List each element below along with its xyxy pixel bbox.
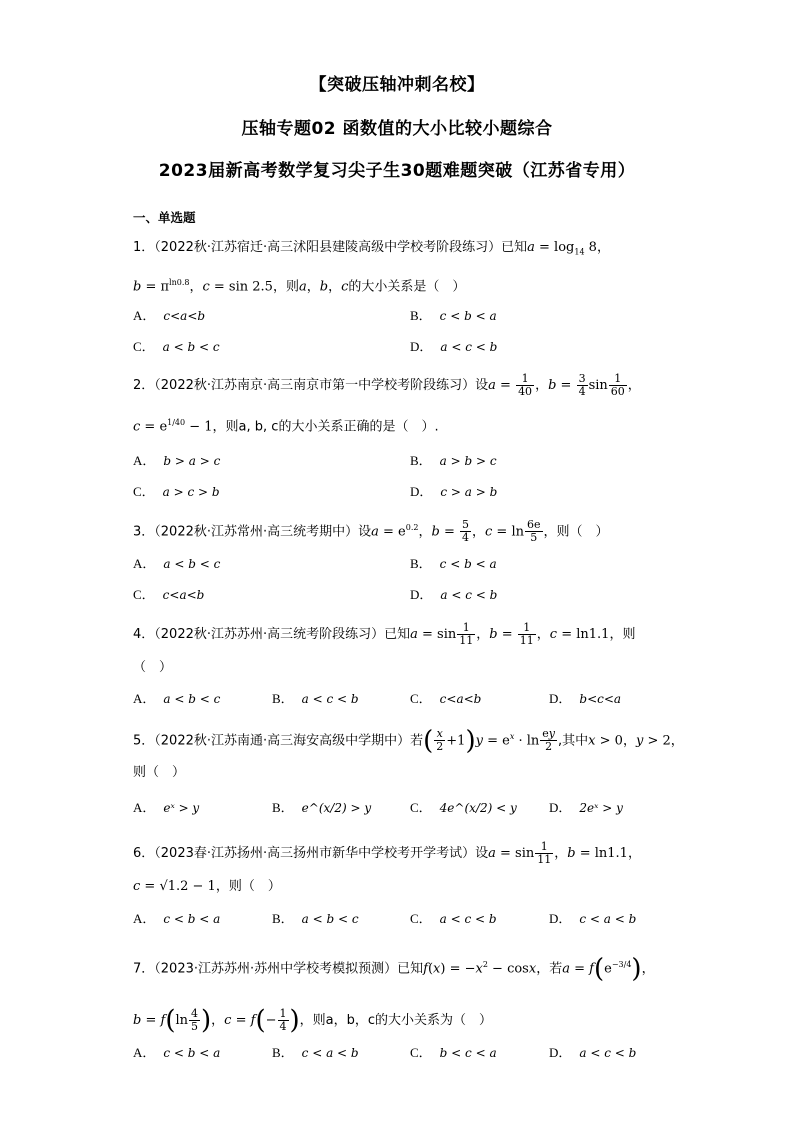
q7-option-a[interactable]: A． c < b < a	[133, 1045, 221, 1060]
question-1-line-2: $b = \pi^{ln0.8}$，c = sin 2.5，则a，b，c的大小关系是（ ）	[133, 278, 466, 295]
question-2-line-1: 2．（2022秋·江苏南京·高三南京市第一中学校考阶段练习）设a = $\frac{1}{40}$ ，b = $\frac{3}{4}$ sin $\frac{1}{60}$ ，	[133, 372, 641, 398]
q6-option-d[interactable]: D． c < a < b	[549, 911, 637, 926]
q1-option-b[interactable]: B． c < b < a	[410, 308, 497, 323]
q6-option-c[interactable]: C． a < c < b	[410, 911, 497, 926]
q7-option-d[interactable]: D． a < c < b	[549, 1045, 637, 1060]
q5-option-b[interactable]: B． e^(x/2) > y	[272, 800, 372, 815]
doc-title-3: 2023届新高考数学复习尖子生30题难题突破（江苏省专用）	[158, 161, 636, 181]
question-5-line-2: 则（ ）	[133, 765, 186, 780]
q2-option-d[interactable]: D． c > a > b	[410, 484, 498, 499]
question-7-line-2: b = f(ln $\frac{4}{5}$ )，c = f(− $\frac{1}{4}$ )，则a，b，c的大小关系为（ ）	[133, 1005, 493, 1036]
question-4-line-1: 4．（2022秋·江苏苏州·高三统考阶段练习）已知a = sin $\frac{1}{11}$ ，b = $\frac{1}{11}$ ，c = ln1.1，则	[133, 621, 636, 647]
doc-title-2: 压轴专题02 函数值的大小比较小题综合	[241, 119, 553, 139]
question-1-line-1: 1．（2022秋·江苏宿迁·高三沭阳县建陵高级中学校考阶段练习）已知$a = \log_{14} 8$，	[133, 240, 610, 257]
question-4-line-2: （ ）	[133, 660, 173, 675]
q1-option-a[interactable]: A． c<a<b	[133, 308, 206, 323]
q3-option-d[interactable]: D． a < c < b	[410, 587, 498, 602]
question-5-line-1: 5．（2022秋·江苏南通·高三海安高级中学期中）若( $\frac{x}{2}$ $+1)y = e^x \cdot \ln$ $\frac{ey}{2}$ ,其中x > 0，y > 2，	[133, 725, 684, 756]
q1-option-d[interactable]: D． a < c < b	[410, 339, 498, 354]
q4-option-d[interactable]: D． b<c<a	[549, 691, 622, 706]
q7-option-b[interactable]: B． c < a < b	[272, 1045, 359, 1060]
section-heading: 一、单选题	[133, 210, 196, 225]
q1-option-c[interactable]: C． a < b < c	[133, 339, 220, 354]
q3-option-c[interactable]: C． c<a<b	[133, 587, 205, 602]
q3-option-a[interactable]: A． a < b < c	[133, 556, 221, 571]
q5-option-a[interactable]: A． eˣ > y	[133, 800, 200, 815]
q2-option-a[interactable]: A． b > a > c	[133, 453, 221, 468]
question-7-line-1: 7．（2023·江苏苏州·苏州中学校考模拟预测）已知$f(x) = -x^2 - \cos x$，若$a = f(e^{-3/4})$，	[133, 953, 655, 984]
q3-option-b[interactable]: B． c < b < a	[410, 556, 497, 571]
question-6-line-1: 6．（2023春·江苏扬州·高三扬州市新华中学校考开学考试）设a = sin $\frac{1}{11}$ ，b = ln1.1，	[133, 840, 641, 866]
question-6-line-2: c = √1.2 − 1，则（ ）	[133, 879, 281, 894]
question-2-line-2: $c = e^{1/40} - 1$，则a, b, c的大小关系正确的是（ ）.	[133, 418, 439, 435]
q4-option-b[interactable]: B． a < c < b	[272, 691, 359, 706]
doc-title-1: 【突破压轴冲刺名校】	[309, 75, 485, 95]
q4-option-a[interactable]: A． a < b < c	[133, 691, 221, 706]
q7-option-c[interactable]: C． b < c < a	[410, 1045, 497, 1060]
q5-option-c[interactable]: C． 4e^(x/2) < y	[410, 800, 517, 815]
q6-option-a[interactable]: A． c < b < a	[133, 911, 221, 926]
question-3-line-1: 3．（2022秋·江苏常州·高三统考期中）设$a = e^{0.2}$，b = $\frac{5}{4}$ ，c = ln $\frac{6e}{5}$ ，则（ ）	[133, 518, 609, 545]
q2-option-c[interactable]: C． a > c > b	[133, 484, 220, 499]
q4-option-c[interactable]: C． c<a<b	[410, 691, 482, 706]
q2-option-b[interactable]: B． a > b > c	[410, 453, 497, 468]
q6-option-b[interactable]: B． a < b < c	[272, 911, 359, 926]
q5-option-d[interactable]: D． 2eˣ > y	[549, 800, 623, 815]
